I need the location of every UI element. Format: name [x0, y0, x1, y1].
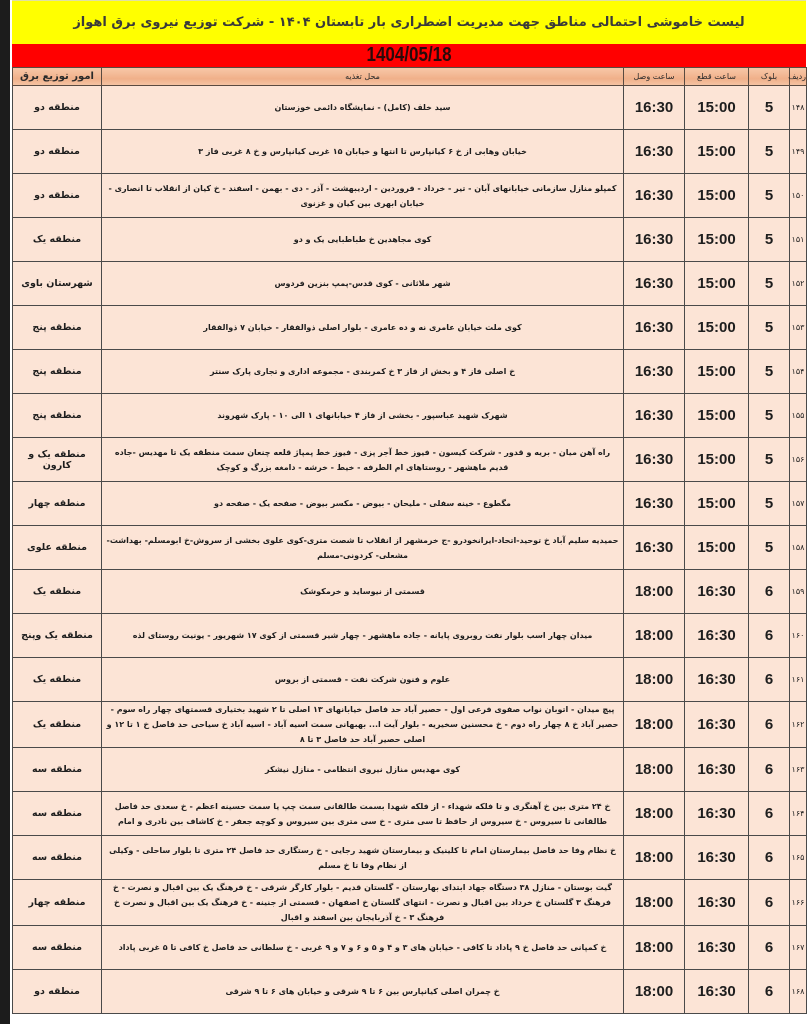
location-cell: خ کمپانی حد فاصل خ ۹ پاداد تا کافی - خیابان های ۳ و ۴ و ۵ و ۶ و ۷ و ۹ غربی - خ سلطانی حد فاصل خ کافی تا ۵ غربی پاداد	[102, 926, 624, 970]
table-row	[13, 836, 807, 880]
cut-time-cell: 16:30	[685, 880, 749, 926]
row-number-cell: ۱۶۱	[790, 658, 807, 702]
area-cell: منطقه دو	[13, 970, 102, 1014]
block-cell: 5	[749, 174, 790, 218]
title-banner	[12, 0, 806, 44]
row-number-cell: ۱۵۵	[790, 394, 807, 438]
connect-time-cell: 16:30	[624, 262, 685, 306]
row-number-cell: ۱۶۳	[790, 748, 807, 792]
row-number-cell: ۱۵۹	[790, 570, 807, 614]
block-cell: 5	[749, 482, 790, 526]
table-row	[13, 570, 807, 614]
area-cell: منطقه چهار	[13, 482, 102, 526]
connect-time-cell: 16:30	[624, 394, 685, 438]
area-cell: منطقه یک و کارون	[13, 438, 102, 482]
area-cell: منطقه سه	[13, 836, 102, 880]
table-row	[13, 658, 807, 702]
location-cell: شهر ملاثانی - کوی قدس-پمپ بنزین فردوس	[102, 262, 624, 306]
cut-time-cell: 15:00	[685, 306, 749, 350]
area-cell: منطقه پنج	[13, 394, 102, 438]
connect-time-cell: 16:30	[624, 438, 685, 482]
cut-time-cell: 16:30	[685, 836, 749, 880]
block-cell: 6	[749, 970, 790, 1014]
area-cell: منطقه سه	[13, 748, 102, 792]
row-number-cell: ۱۶۵	[790, 836, 807, 880]
cut-time-cell: 16:30	[685, 658, 749, 702]
block-cell: 5	[749, 262, 790, 306]
table-row	[13, 926, 807, 970]
connect-time-cell: 18:00	[624, 792, 685, 836]
cut-time-cell: 15:00	[685, 350, 749, 394]
table-header-row	[13, 68, 807, 86]
table-row	[13, 702, 807, 748]
area-cell: شهرستان باوی	[13, 262, 102, 306]
table-row	[13, 86, 807, 130]
location-cell: خ ۲۴ متری بین خ آهنگری و تا فلکه شهداء - از فلکه شهدا بسمت طالقانی سمت چپ یا سمت حسینه اعظم - خ سعدی حد فاصل طالقانی تا سیروس - خ سیروس از حافظ تا سی متری - خ سی متری بین سیروس و کوچه جعفر - خ کاشاف بین نادری و امام	[102, 792, 624, 836]
table-row	[13, 792, 807, 836]
table-row	[13, 130, 807, 174]
area-cell: منطقه پنج	[13, 306, 102, 350]
table-row	[13, 218, 807, 262]
cut-time-cell: 16:30	[685, 970, 749, 1014]
row-number-cell: ۱۶۴	[790, 792, 807, 836]
block-cell: 6	[749, 748, 790, 792]
row-number-cell: ۱۶۷	[790, 926, 807, 970]
block-cell: 6	[749, 926, 790, 970]
row-number-cell: ۱۵۴	[790, 350, 807, 394]
row-number-cell: ۱۶۸	[790, 970, 807, 1014]
table-row	[13, 394, 807, 438]
table-row	[13, 262, 807, 306]
block-cell: 6	[749, 836, 790, 880]
cut-time-cell: 15:00	[685, 526, 749, 570]
table-row	[13, 482, 807, 526]
location-cell: کوی مجاهدین خ طباطبایی یک و دو	[102, 218, 624, 262]
table-row	[13, 306, 807, 350]
connect-time-cell: 16:30	[624, 350, 685, 394]
header-connect-time: ساعت وصل	[624, 68, 685, 86]
block-cell: 6	[749, 570, 790, 614]
block-cell: 6	[749, 792, 790, 836]
location-cell: شهرک شهید عباسپور - بخشی از فاز ۴ خیابانهای ۱ الی ۱۰ - پارک شهروند	[102, 394, 624, 438]
connect-time-cell: 16:30	[624, 306, 685, 350]
connect-time-cell: 18:00	[624, 970, 685, 1014]
row-number-cell: ۱۵۱	[790, 218, 807, 262]
location-cell: پیچ میدان - اتوبان نواب صفوی فرعی اول - حصیر آباد حد فاصل خیابانهای ۱۳ اصلی تا ۲ شهید بختیاری قسمتهای چهار راه سوم - حصیر آباد خ ۸ چهار راه دوم - خ محسنین سخیریه - بلوار آیت ا... بهبهانی سمت اسیه آباد - اسیه آباد خ سیاحی حد فاصل خ ۱ تا ۱۲ و اصلی حصیر آباد حد فاصل ۳ تا ۸	[102, 702, 624, 748]
connect-time-cell: 16:30	[624, 130, 685, 174]
cut-time-cell: 16:30	[685, 926, 749, 970]
area-cell: منطقه پنج	[13, 350, 102, 394]
outage-sheet	[12, 0, 806, 1014]
area-cell: منطقه دو	[13, 86, 102, 130]
cut-time-cell: 15:00	[685, 174, 749, 218]
cut-time-cell: 15:00	[685, 130, 749, 174]
area-cell: منطقه یک وپنج	[13, 614, 102, 658]
location-cell: گیت بوستان - منازل ۳۸ دستگاه جهاد ابتدای بهارستان - گلستان قدیم - بلوار کارگر شرقی - خ فرهنگ یک بین اقبال و نصرت - خ فرهنگ ۳ گلستان خ خرداد بین اقبال و نصرت - انتهای گلستان خ اصفهان - قسمتی از جنینه - خ فرهنگ یک بین اقبال و نصرت خ فرهنگ ۳ - خ آذربایجان بین اسفند و اقبال	[102, 880, 624, 926]
cut-time-cell: 16:30	[685, 614, 749, 658]
block-cell: 5	[749, 306, 790, 350]
location-cell: خ نظام وفا حد فاصل بیمارستان امام تا کلینیک و بیمارستان شهید رجایی - خ رستگاری حد فاصل ۲۴ متری تا بلوار ساحلی - وکیلی از نظام وفا تا خ مسلم	[102, 836, 624, 880]
left-dark-edge	[0, 0, 10, 1024]
area-cell: منطقه علوی	[13, 526, 102, 570]
area-cell: منطقه دو	[13, 130, 102, 174]
block-cell: 5	[749, 394, 790, 438]
table-row	[13, 438, 807, 482]
header-block: بلوک	[749, 68, 790, 86]
area-cell: منطقه یک	[13, 570, 102, 614]
outage-table	[12, 67, 807, 1014]
location-cell: حمیدیه سلیم آباد خ توحید-اتحاد-ایرانخودرو -ج خرمشهر از انقلاب تا شصت متری-کوی علوی بخشی از سروش-خ ابومسلم- بهداشت- مشعلی- کردونی-مسلم	[102, 526, 624, 570]
location-cell: کوی مهدیس منازل نیروی انتظامی - منازل نیشکر	[102, 748, 624, 792]
cut-time-cell: 15:00	[685, 438, 749, 482]
area-cell: منطقه یک	[13, 218, 102, 262]
table-row	[13, 970, 807, 1014]
table-row	[13, 880, 807, 926]
row-number-cell: ۱۵۷	[790, 482, 807, 526]
block-cell: 5	[749, 130, 790, 174]
block-cell: 6	[749, 880, 790, 926]
cut-time-cell: 15:00	[685, 482, 749, 526]
location-cell: کوی ملت خیابان عامری نه و ده عامری - بلوار اصلی ذوالفقار - خیابان ۷ ذوالفقار	[102, 306, 624, 350]
block-cell: 6	[749, 702, 790, 748]
location-cell: میدان چهار اسب بلوار نفت روبروی پایانه - جاده ماهشهر - چهار شیر قسمتی از کوی ۱۷ شهریور - یونیت روستای لذه	[102, 614, 624, 658]
schedule-date: 1404/05/18	[366, 44, 452, 66]
row-number-cell: ۱۵۸	[790, 526, 807, 570]
location-cell: علوم و فنون شرکت نفت - قسمتی از بروس	[102, 658, 624, 702]
connect-time-cell: 18:00	[624, 570, 685, 614]
connect-time-cell: 18:00	[624, 702, 685, 748]
area-cell: منطقه دو	[13, 174, 102, 218]
area-cell: منطقه سه	[13, 926, 102, 970]
row-number-cell: ۱۶۰	[790, 614, 807, 658]
table-row	[13, 350, 807, 394]
area-cell: منطقه سه	[13, 792, 102, 836]
block-cell: 5	[749, 86, 790, 130]
document-title: لیست خاموشی احتمالی مناطق جهت مدیریت اضطراری بار تابستان ۱۴۰۴ - شرکت توزیع نیروی برق اهواز	[73, 15, 745, 30]
block-cell: 5	[749, 526, 790, 570]
header-location: محل تغذیه	[102, 68, 624, 86]
connect-time-cell: 18:00	[624, 748, 685, 792]
table-row	[13, 526, 807, 570]
row-number-cell: ۱۵۶	[790, 438, 807, 482]
location-cell: خیابان وهابی از خ ۶ کیانپارس تا انتها و خیابان ۱۵ غربی کیانپارس و خ ۸ غربی فاز ۳	[102, 130, 624, 174]
connect-time-cell: 16:30	[624, 218, 685, 262]
connect-time-cell: 18:00	[624, 880, 685, 926]
cut-time-cell: 15:00	[685, 394, 749, 438]
block-cell: 6	[749, 658, 790, 702]
table-row	[13, 614, 807, 658]
date-banner	[12, 44, 806, 67]
cut-time-cell: 16:30	[685, 792, 749, 836]
connect-time-cell: 18:00	[624, 658, 685, 702]
block-cell: 6	[749, 614, 790, 658]
location-cell: سید خلف (کامل) - نمایشگاه دائمی خوزستان	[102, 86, 624, 130]
location-cell: خ اصلی فاز ۴ و بخش از فاز ۳ خ کمربندی - مجموعه اداری و تجاری پارک سنتر	[102, 350, 624, 394]
connect-time-cell: 16:30	[624, 86, 685, 130]
cut-time-cell: 16:30	[685, 570, 749, 614]
location-cell: راه آهن میان - بریه و قدور - شرکت کیسون - فیوز خط آجر پزی - فیوز خط پمپاژ قلعه چنعان سمت منطقه یک تا مهدیس -جاده قدیم ماهشهر - روستاهای ام الطرفه - خیط - خرشه - دامغه بزرگ و کوچک	[102, 438, 624, 482]
location-cell: مگطوع - خینه سفلی - ملیحان - بیوض - مکسر بیوض - صفحه یک - صفحه دو	[102, 482, 624, 526]
location-cell: کمپلو منازل سازمانی خیابانهای آبان - تیر - خرداد - فروردین - اردیبهشت - آذر - دی - بهمن - اسفند - خ کیان از انقلاب تا انصاری - خیابان ابهری بین کیان و غزنوی	[102, 174, 624, 218]
connect-time-cell: 18:00	[624, 926, 685, 970]
block-cell: 5	[749, 350, 790, 394]
connect-time-cell: 16:30	[624, 174, 685, 218]
location-cell: قسمتی از نیوساید و خرمکوشک	[102, 570, 624, 614]
connect-time-cell: 16:30	[624, 482, 685, 526]
block-cell: 5	[749, 438, 790, 482]
cut-time-cell: 16:30	[685, 748, 749, 792]
row-number-cell: ۱۶۶	[790, 880, 807, 926]
area-cell: منطقه چهار	[13, 880, 102, 926]
cut-time-cell: 15:00	[685, 218, 749, 262]
area-cell: منطقه یک	[13, 702, 102, 748]
header-area: امور توزیع برق	[13, 68, 102, 86]
connect-time-cell: 18:00	[624, 836, 685, 880]
row-number-cell: ۱۴۸	[790, 86, 807, 130]
row-number-cell: ۱۶۲	[790, 702, 807, 748]
area-cell: منطقه یک	[13, 658, 102, 702]
table-row	[13, 748, 807, 792]
row-number-cell: ۱۵۳	[790, 306, 807, 350]
cut-time-cell: 15:00	[685, 86, 749, 130]
connect-time-cell: 16:30	[624, 526, 685, 570]
table-row	[13, 174, 807, 218]
block-cell: 5	[749, 218, 790, 262]
cut-time-cell: 16:30	[685, 702, 749, 748]
header-cut-time: ساعت قطع	[685, 68, 749, 86]
cut-time-cell: 15:00	[685, 262, 749, 306]
header-row-no: ردیف	[790, 68, 807, 86]
row-number-cell: ۱۵۲	[790, 262, 807, 306]
row-number-cell: ۱۴۹	[790, 130, 807, 174]
location-cell: خ چمران اصلی کیانپارس بین ۶ تا ۹ شرقی و خیابان های ۶ تا ۹ شرقی	[102, 970, 624, 1014]
row-number-cell: ۱۵۰	[790, 174, 807, 218]
connect-time-cell: 18:00	[624, 614, 685, 658]
